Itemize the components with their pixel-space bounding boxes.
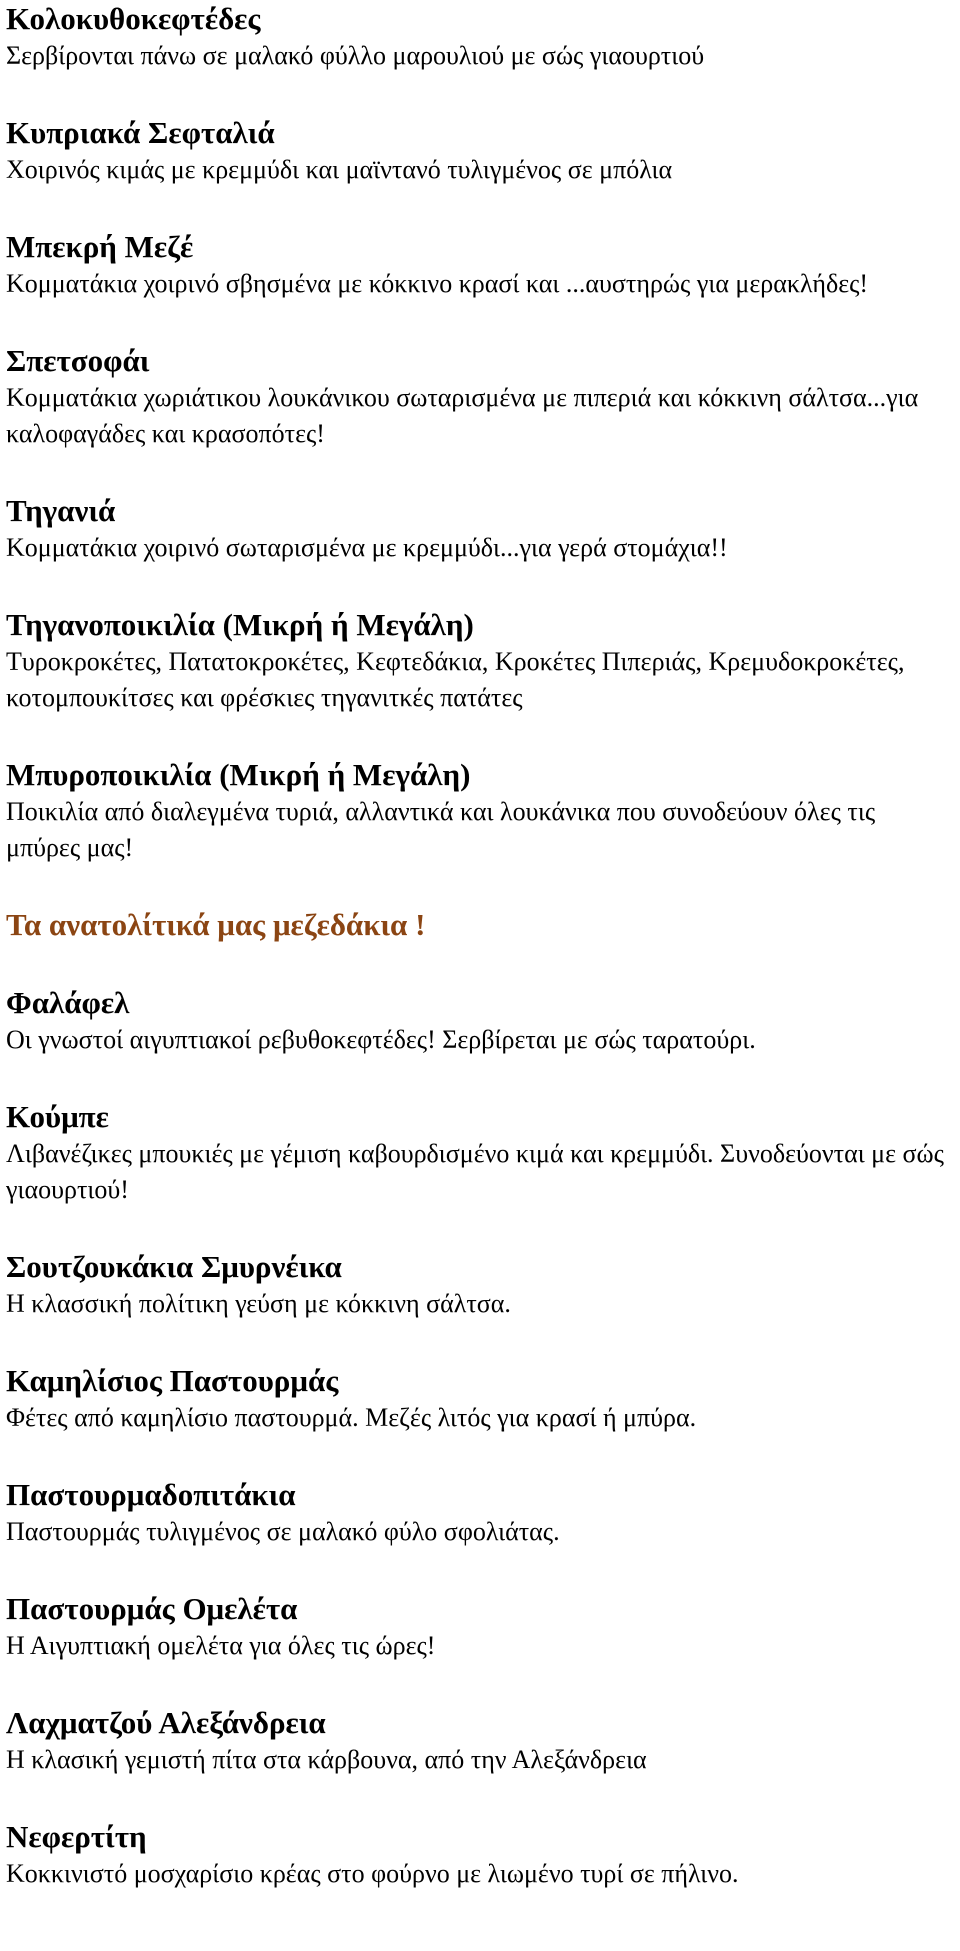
item-description: Φέτες από καμηλίσιο παστουρμά. Μεζές λιτός για κρασί ή μπύρα. [6,1403,697,1432]
item-title: Σουτζουκάκια Σμυρνέικα [6,1249,342,1284]
item-description: Λιβανέζικες μπουκιές με γέμιση καβουρδισμένο κιμά και κρεμμύδι. Συνοδεύονται με σώς γιαουρτιού! [6,1139,944,1204]
menu-item [6,984,954,1058]
item-description: Κομματάκια χοιρινό σβησμένα με κόκκινο κρασί και ...αυστηρώς για μερακλήδες! [6,269,869,298]
menu-item [6,606,954,716]
item-title: Μπυροποικιλία (Μικρή ή Μεγάλη) [6,757,471,792]
item-description: Τυροκροκέτες, Πατατοκροκέτες, Κεφτεδάκια, Κροκέτες Πιπεριάς, Κρεμυδοκροκέτες, κοτομπουκίτσες και φρέσκιες τηγανιτκές πατάτες [6,647,905,712]
menu-item [6,492,954,566]
menu-item [6,1248,954,1322]
item-title: Παστουρμαδοπιτάκια [6,1477,296,1512]
item-title: Κούμπε [6,1099,109,1134]
menu-item [6,228,954,302]
item-description: Οι γνωστοί αιγυπτιακοί ρεβυθοκεφτέδες! Σερβίρεται με σώς ταρατούρι. [6,1025,756,1054]
item-title: Νεφερτίτη [6,1819,147,1854]
menu-item [6,342,954,452]
item-description: Η κλασσική πολίτικη γεύση με κόκκινη σάλτσα. [6,1289,511,1318]
item-title: Φαλάφελ [6,985,130,1020]
item-title: Τηγανιά [6,493,116,528]
item-title: Τηγανοποικιλία (Μικρή ή Μεγάλη) [6,607,474,642]
menu-item [6,1098,954,1208]
menu-item [6,756,954,866]
menu-item [6,1362,954,1436]
menu-item [6,114,954,188]
item-description: Ποικιλία από διαλεγμένα τυριά, αλλαντικά και λουκάνικα που συνοδεύουν όλες τις μπύρες μας! [6,797,876,862]
item-description: Σερβίρονται πάνω σε μαλακό φύλλο μαρουλιού με σώς γιαουρτιού [6,41,705,70]
item-description: Παστουρμάς τυλιγμένος σε μαλακό φύλο σφολιάτας. [6,1517,560,1546]
item-title: Παστουρμάς Ομελέτα [6,1591,298,1626]
item-title: Καμηλίσιος Παστουρμάς [6,1363,339,1398]
item-description: Κοκκινιστό μοσχαρίσιο κρέας στο φούρνο με λιωμένο τυρί σε πήλινο. [6,1859,739,1888]
item-description: Κομματάκια χωριάτικου λουκάνικου σωταρισμένα με πιπεριά και κόκκινη σάλτσα...για καλοφαγάδες και κρασοπότες! [6,383,919,448]
item-description: Χοιρινός κιμάς με κρεμμύδι και μαϊντανό τυλιγμένος σε μπόλια [6,155,673,184]
menu-item [6,1476,954,1550]
menu-item [6,1590,954,1664]
item-description: Κομματάκια χοιρινό σωταρισμένα με κρεμμύδι...για γερά στομάχια!! [6,533,728,562]
item-title: Σπετσοφάι [6,343,150,378]
item-description: Η Αιγυπτιακή ομελέτα για όλες τις ώρες! [6,1631,436,1660]
item-title: Λαχματζού Αλεξάνδρεια [6,1705,326,1740]
menu-item [6,0,954,74]
item-title: Μπεκρή Μεζέ [6,229,194,264]
item-description: Η κλασική γεμιστή πίτα στα κάρβουνα, από την Αλεξάνδρεια [6,1745,647,1774]
item-title: Κολοκυθοκεφτέδες [6,1,261,36]
menu-item [6,1704,954,1778]
section-heading-oriental-mezedes: Τα ανατολίτικά μας μεζεδάκια ! [6,907,426,942]
menu-item [6,1818,954,1892]
item-title: Κυπριακά Σεφταλιά [6,115,275,150]
menu-document [6,0,954,1892]
